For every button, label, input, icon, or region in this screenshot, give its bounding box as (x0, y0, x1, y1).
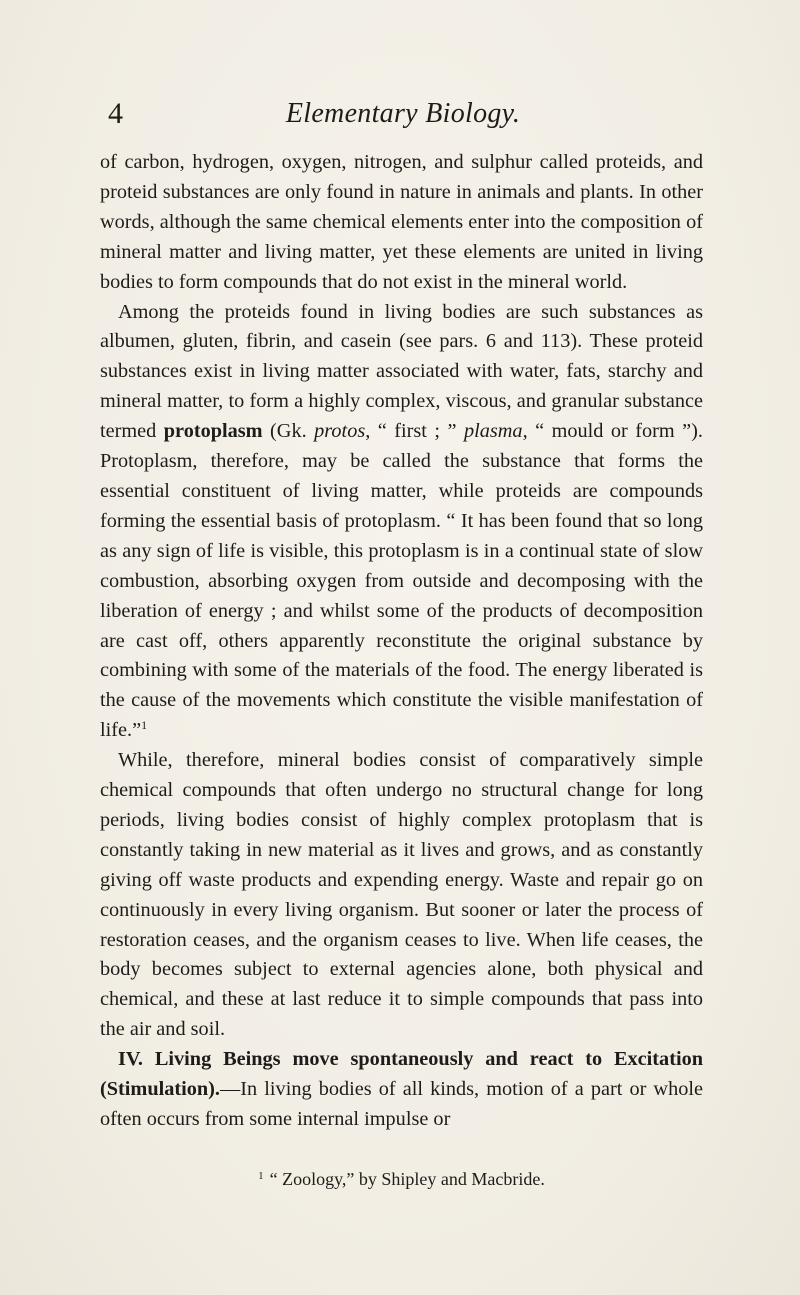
paragraph-text: (Gk. (262, 420, 315, 443)
body-text (100, 148, 703, 1135)
footnote-marker: 1 (258, 1170, 264, 1182)
greek-word-plasma: plasma (463, 420, 523, 443)
section-iv (100, 1045, 703, 1135)
paragraph-continuation: of carbon, hydrogen, oxygen, nitrogen, and sulphur called proteids, and proteid substances are only found in nature in animals and plants. In other words, although the same chemical elements enter into the composition of mineral matter and living matter, yet these elements are united in living bodies to form compounds that do not exist in the mineral world. (100, 151, 703, 293)
page-number: 4 (108, 97, 123, 130)
paragraph-mineral-vs-living: While, therefore, mineral bodies consist of comparatively simple chemical compounds that often undergo no structural change for long periods, living bodies consist of highly complex protoplasm that is constantly taking in new material as it lives and grows, and as constantly giving off waste products and expending energy. Waste and repair go on continuously in every living organism. But sooner or later the process of restoration ceases, and the organism ceases to live. When life ceases, the body becomes subject to external agencies alone, both physical and chemical, and these at last reduce it to simple compounds that pass into the air and soil. (100, 749, 703, 1041)
footnote-reference: 1 (141, 718, 148, 733)
paragraph-text: , “ first ; ” (365, 420, 464, 443)
section-heading: IV. Living Beings move spontaneously and react to Excitation (Stimulation). (100, 1048, 703, 1101)
running-title: Elementary Biology. (285, 98, 521, 129)
page-header (108, 94, 698, 134)
footnote-text: “ Zoology,” by Shipley and Macbride. (269, 1169, 545, 1189)
section-text: —In living bodies of all kinds, motion of a part or whole often occurs from some internal impulse or (100, 1078, 703, 1130)
paragraph-protoplasm (100, 298, 703, 747)
term-protoplasm: protoplasm (163, 420, 263, 443)
footnote (100, 1166, 703, 1192)
paragraph-text: , “ mould or form ”). Protoplasm, therefore, may be called the substance that forms the essential constituent of living matter, while proteids are compounds forming the essential basis of protoplasm. “ It has been found that so long as any sign of life is visible, this protoplasm is in a continual state of slow combustion, absorbing oxygen from outside and decomposing with the liberation of energy ; and whilst some of the products of decomposition are cast off, others apparently reconstitute the original substance by combining with some of the materials of the food. The energy liberated is the cause of the movements which constitute the visible manifestation of life.” (100, 420, 703, 742)
paragraph-text: Among the proteids found in living bodies are such substances as albumen, gluten, fibrin, and casein (see pars. 6 and 113). These proteid substances exist in living matter associated with water, fats, starchy and mineral matter, to form a highly complex, viscous, and granular substance termed (100, 300, 703, 443)
greek-word-protos: protos (314, 420, 366, 443)
